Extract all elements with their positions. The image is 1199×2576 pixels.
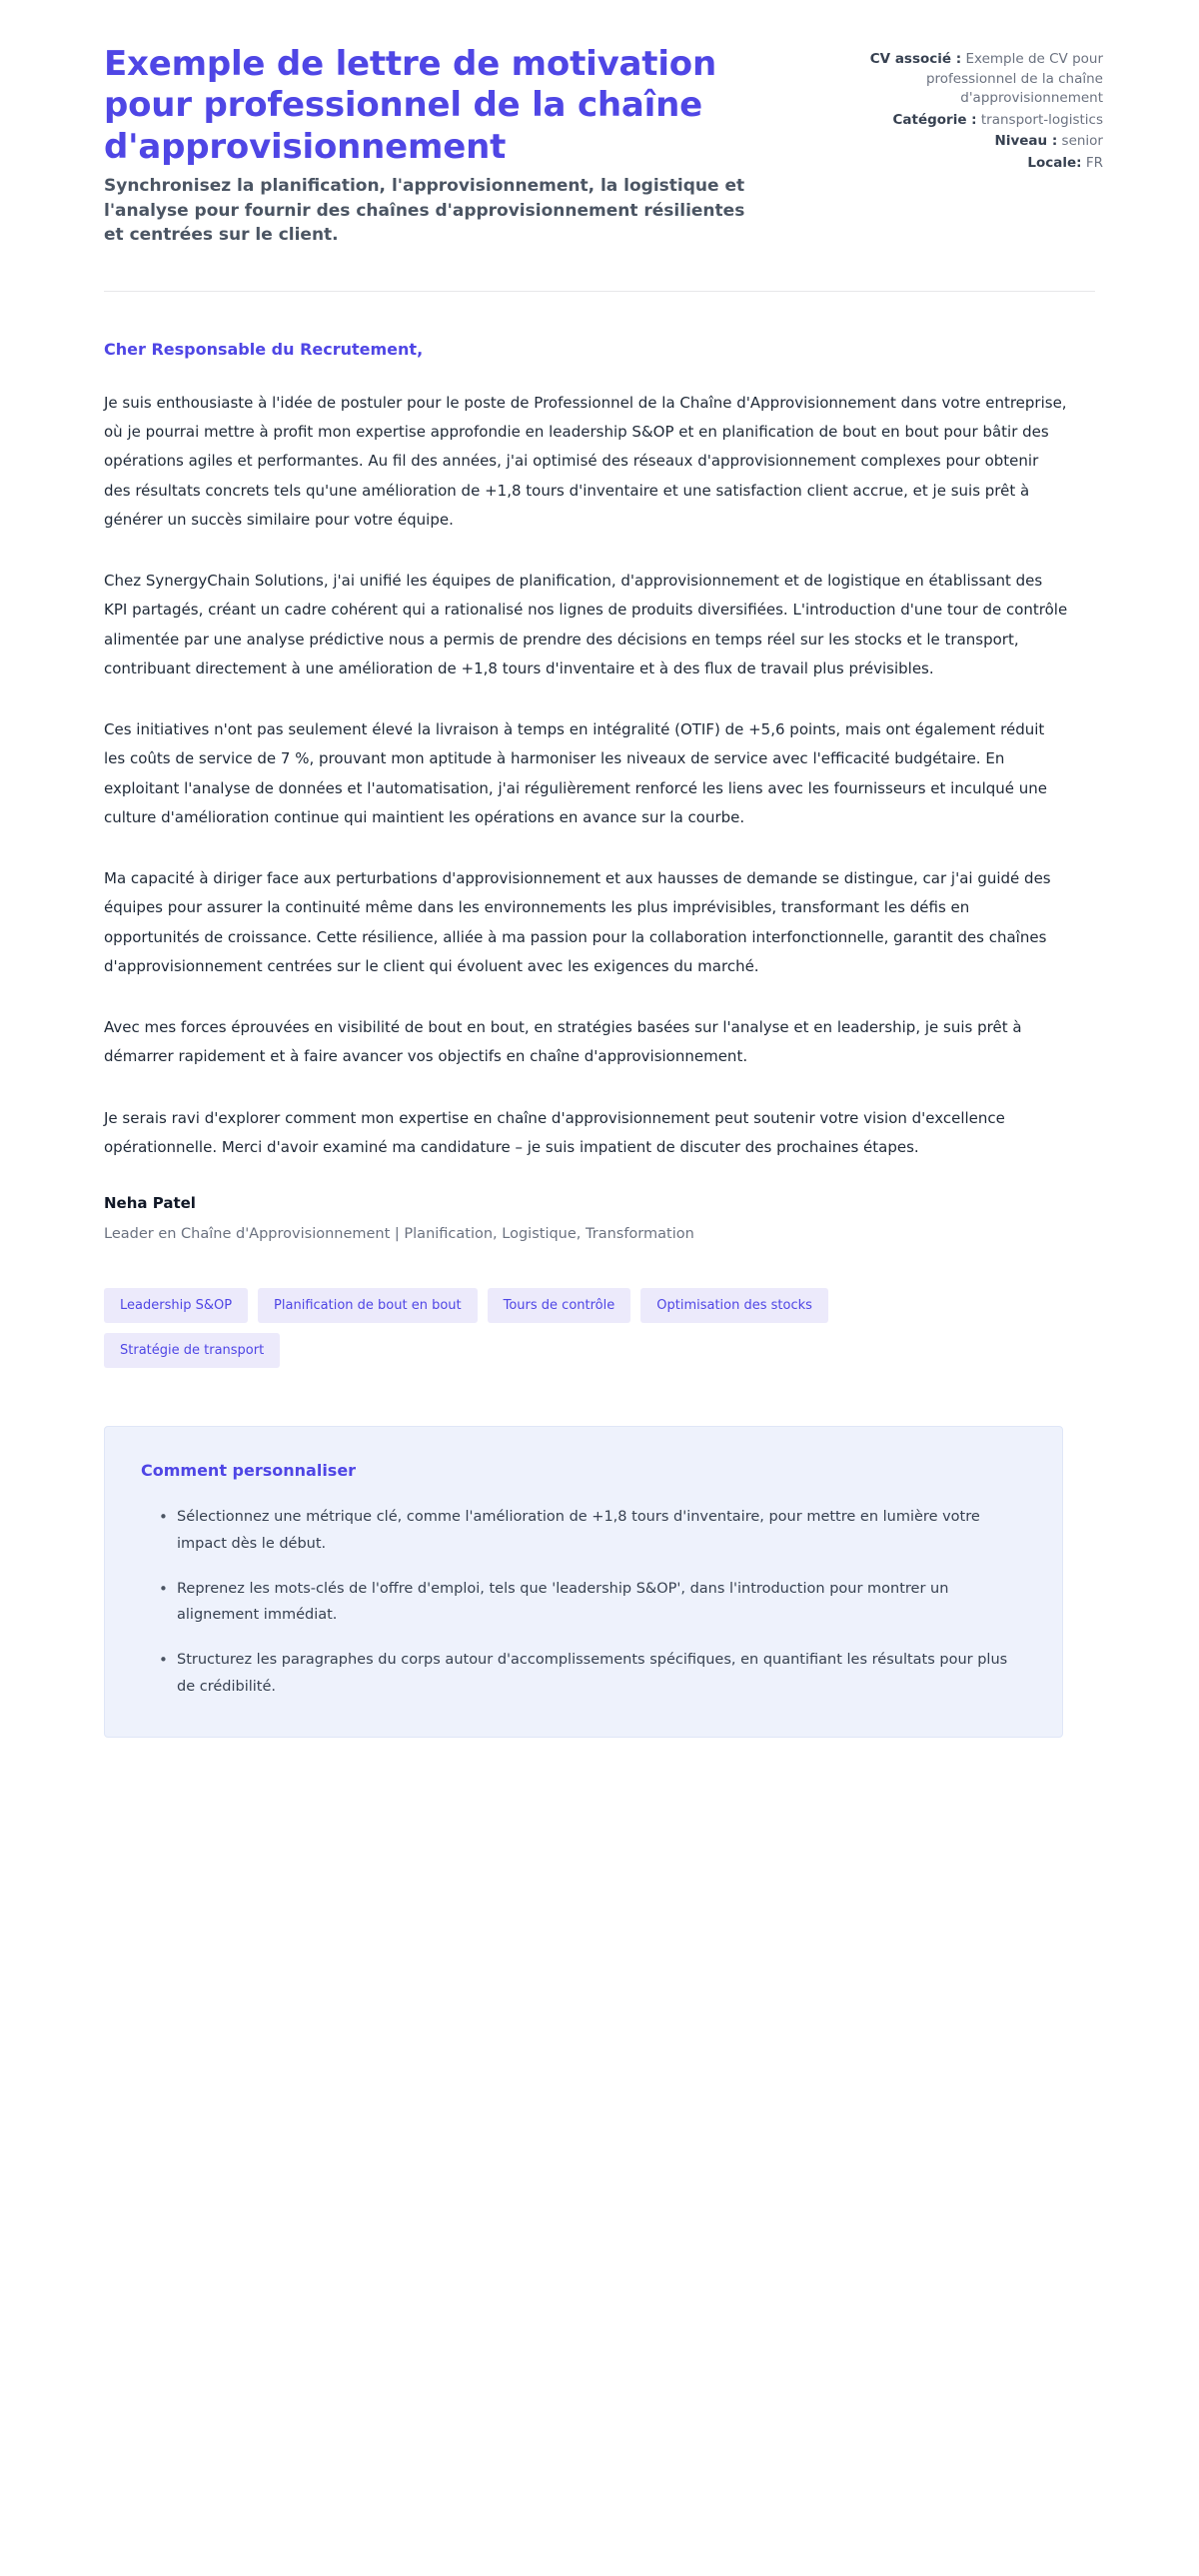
tag-chip[interactable]: Planification de bout en bout bbox=[258, 1288, 478, 1323]
page-subtitle: Synchronisez la planification, l'approvisionnement, la logistique et l'analyse pour fournir des chaînes d'approvisionnement résilientes et centrées sur le client. bbox=[104, 176, 745, 245]
salutation: Cher Responsable du Recrutement, bbox=[104, 339, 424, 359]
metadata-row-categorie bbox=[803, 111, 1103, 131]
tag-chip[interactable]: Leadership S&OP bbox=[104, 1288, 248, 1323]
letter-paragraph: Ma capacité à diriger face aux perturbations d'approvisionnement et aux hausses de demande se distingue, car j'ai guidé des équipes pour assurer la continuité même dans les environnements les plus imprévisibles, transformant les défis en opportunités de croissance. Cette résilience, alliée à ma passion pour la collaboration interfonctionnelle, garantit des chaînes d'approvisionnement centrées sur le client qui évoluent avec les exigences du marché. bbox=[104, 869, 1051, 975]
metadata-value: senior bbox=[1061, 133, 1103, 150]
metadata-label: Catégorie : bbox=[892, 111, 977, 128]
bottom-spacer bbox=[104, 1738, 1095, 1828]
signature-title: Leader en Chaîne d'Approvisionnement | Planification, Logistique, Transformation bbox=[104, 1226, 694, 1243]
metadata-panel bbox=[803, 44, 1103, 175]
letter-paragraph: Je serais ravi d'explorer comment mon expertise en chaîne d'approvisionnement peut soutenir votre vision d'excellence opérationnelle. Merci d'avoir examiné ma candidature – je suis impatient de discuter des prochaines étapes. bbox=[104, 1108, 1005, 1156]
metadata-label: Locale: bbox=[1027, 154, 1082, 171]
letter-paragraph: Ces initiatives n'ont pas seulement élevé la livraison à temps en intégralité (OTIF) de +5,6 points, mais ont également réduit les coûts de service de 7 %, prouvant mon aptitude à harmoniser les niveaux de service avec l'efficacité budgétaire. En exploitant l'analyse de données et l'automatisation, j'ai régulièrement renforcé les liens avec les fournisseurs et inculqué une culture d'amélioration continue qui maintient les opérations en avance sur la courbe. bbox=[104, 720, 1048, 826]
metadata-value: transport-logistics bbox=[980, 111, 1103, 128]
letter-paragraph: Chez SynergyChain Solutions, j'ai unifié les équipes de planification, d'approvisionnement et de logistique en établissant des KPI partagés, créant un cadre cohérent qui a rationalisé nos lignes de produits diversifiées. L'introduction d'une tour de contrôle alimentée par une analyse prédictive nous a permis de prendre des décisions en temps réel sur les stocks et le transport, contribuant directement à une amélioration de +1,8 tours d'inventaire et à des flux de travail plus prévisibles. bbox=[104, 572, 1068, 677]
metadata-label: CV associé : bbox=[869, 51, 962, 67]
metadata-value: FR bbox=[1085, 154, 1103, 171]
customization-callout bbox=[104, 1426, 1063, 1738]
metadata-label: Niveau : bbox=[994, 133, 1058, 150]
metadata-value: Exemple de CV pour professionnel de la chaîne d'approvisionnement bbox=[925, 51, 1103, 107]
letter-paragraph: Avec mes forces éprouvées en visibilité de bout en bout, en stratégies basées sur l'analyse et en leadership, je suis prêt à démarrer rapidement et à faire avancer vos objectifs en chaîne d'approvisionnement. bbox=[104, 1018, 1022, 1066]
list-item: • Structurez les paragraphes du corps autour d'accomplissements spécifiques, en quantifiant les résultats pour plus de crédibilité. bbox=[163, 1647, 1026, 1701]
metadata-row-locale bbox=[803, 154, 1103, 174]
letter-body bbox=[0, 292, 1199, 1828]
metadata-row-niveau bbox=[803, 132, 1103, 152]
letter-paragraph: Je suis enthousiaste à l'idée de postuler pour le poste de Professionnel de la Chaîne d'Approvisionnement dans votre entreprise, où je pourrai mettre à profit mon expertise approfondie en leadership S&OP et en planification de bout en bout pour bâtir des opérations agiles et performantes. Au fil des années, j'ai optimisé des réseaux d'approvisionnement complexes pour obtenir des résultats concrets tels qu'une amélioration de +1,8 tours d'inventaire et une satisfaction client accrue, et je suis prêt à générer un succès similaire pour votre équipe. bbox=[104, 393, 1067, 529]
tag-chip[interactable]: Stratégie de transport bbox=[104, 1333, 280, 1368]
page-title: Exemple de lettre de motivation pour professionnel de la chaîne d'approvisionnement bbox=[104, 44, 716, 167]
tag-chip[interactable]: Tours de contrôle bbox=[488, 1288, 631, 1323]
header-text-block bbox=[104, 44, 803, 247]
page-header bbox=[0, 0, 1199, 247]
callout-list bbox=[141, 1504, 1026, 1701]
tag-list bbox=[104, 1288, 1003, 1368]
list-item: • Sélectionnez une métrique clé, comme l'amélioration de +1,8 tours d'inventaire, pour mettre en lumière votre impact dès le début. bbox=[163, 1504, 1026, 1558]
signature-block bbox=[104, 1194, 1095, 1242]
signature-name: Neha Patel bbox=[104, 1194, 196, 1213]
tag-chip[interactable]: Optimisation des stocks bbox=[640, 1288, 828, 1323]
callout-title: Comment personnaliser bbox=[141, 1461, 357, 1481]
metadata-row-cv-associe bbox=[803, 50, 1103, 109]
list-item: • Reprenez les mots-clés de l'offre d'emploi, tels que 'leadership S&OP', dans l'introduction pour montrer un alignement immédiat. bbox=[163, 1576, 1026, 1630]
